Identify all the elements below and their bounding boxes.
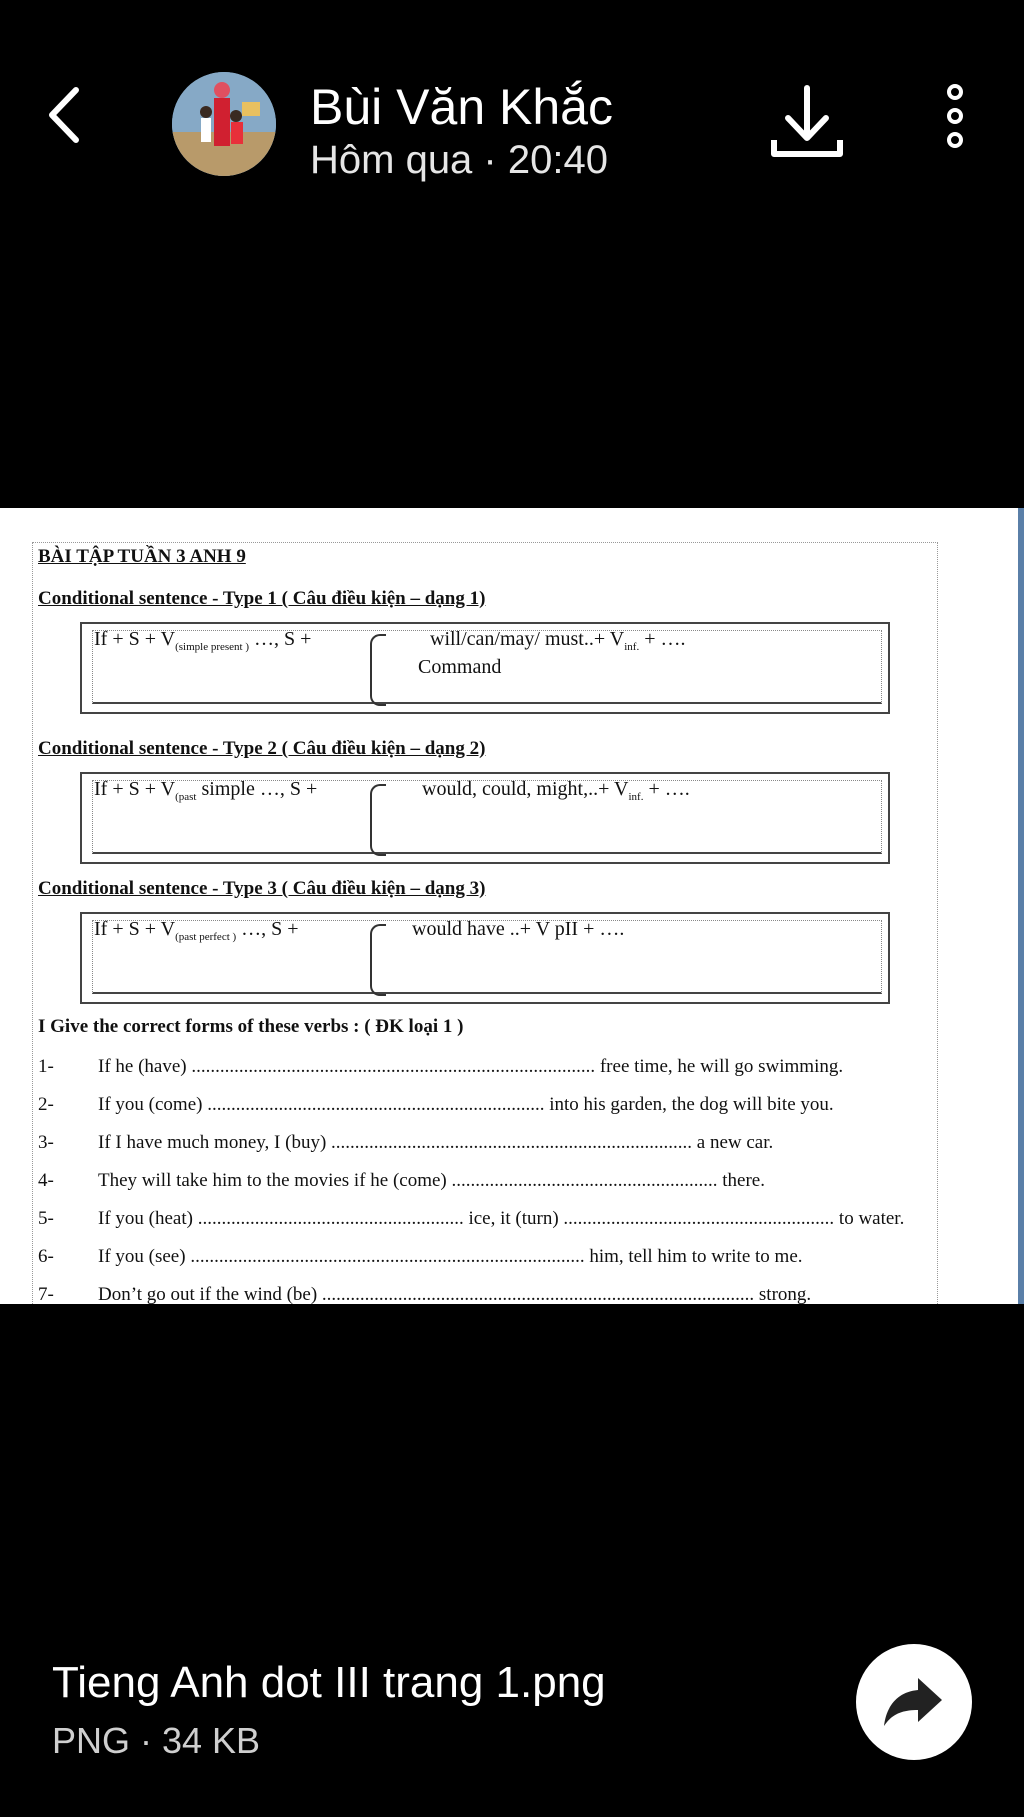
file-info: PNG · 34 KB: [52, 1720, 261, 1761]
more-vertical-icon: [940, 82, 970, 150]
type3-right-formula: would have ..+ V pII + ….: [412, 918, 625, 940]
exercise-heading: I Give the correct forms of these verbs : ( ĐK loại 1 ): [38, 1016, 464, 1037]
type1-bracket: [370, 634, 386, 706]
type1-right-formula: will/can/may/ must..+ $V_{inf.}$ + ….: [430, 628, 686, 653]
type1-command: Command: [418, 656, 502, 678]
back-button[interactable]: [40, 80, 90, 150]
exercise-item: 4- They will take him to the movies if he (come) ........................................................ there.: [38, 1170, 765, 1191]
share-forward-icon: [856, 1644, 972, 1760]
type3-bracket: [370, 924, 386, 996]
type2-heading: Conditional sentence - Type 2 ( Câu điều kiện – dạng 2): [38, 738, 486, 759]
type3-left-formula: $If + S + V_{(past perfect )}$ …, S +: [94, 918, 299, 943]
type1-formula-box: [80, 622, 890, 714]
type2-right-formula: would, could, might,..+ $V_{inf.}$ + ….: [422, 778, 690, 803]
type3-heading: Conditional sentence - Type 3 ( Câu điều kiện – dạng 3): [38, 878, 486, 899]
exercise-item: 5- If you (heat) ........................................................ ice, it (turn) ......................................................... to water.: [38, 1208, 905, 1229]
exercise-item: 6- If you (see) ................................................................................... him, tell him to write to me.: [38, 1246, 803, 1267]
type2-formula-box: [80, 772, 890, 864]
message-timestamp: Hôm qua · 20:40: [310, 138, 608, 182]
document-title: BÀI TẬP TUẦN 3 ANH 9: [38, 546, 246, 567]
type1-heading: Conditional sentence - Type 1 ( Câu điều kiện – dạng 1): [38, 588, 486, 609]
download-button[interactable]: [770, 84, 844, 160]
chevron-left-icon: [40, 80, 90, 150]
exercise-item: 2- If you (come) ....................................................................... into his garden, the dog will bite you.: [38, 1094, 834, 1115]
exercise-item: 7- Don’t go out if the wind (be) ........................................................................................... strong.: [38, 1284, 812, 1304]
file-name: Tieng Anh dot III trang 1.png: [52, 1658, 606, 1707]
avatar-photo-icon: [172, 72, 276, 176]
type2-left-formula: $If + S + V_{(past}$ simple …, S +: [94, 778, 318, 803]
avatar[interactable]: [172, 72, 276, 176]
sender-name: Bùi Văn Khắc: [310, 79, 613, 135]
exercise-item: 1- If he (have) ..................................................................................... free time, he will go swimming.: [38, 1056, 844, 1077]
type2-bracket: [370, 784, 386, 856]
more-options-button[interactable]: [940, 82, 970, 150]
top-bar: [0, 0, 1024, 200]
download-icon: [770, 84, 844, 160]
share-button[interactable]: [856, 1644, 972, 1760]
image-preview[interactable]: [0, 508, 1024, 1304]
preview-edge: [1018, 508, 1024, 1304]
type3-formula-box: [80, 912, 890, 1004]
exercise-item: 3- If I have much money, I (buy) ............................................................................ a new car.: [38, 1132, 774, 1153]
type1-left-formula: $If + S + V_{(simple present )}$ …, S +: [94, 628, 312, 653]
